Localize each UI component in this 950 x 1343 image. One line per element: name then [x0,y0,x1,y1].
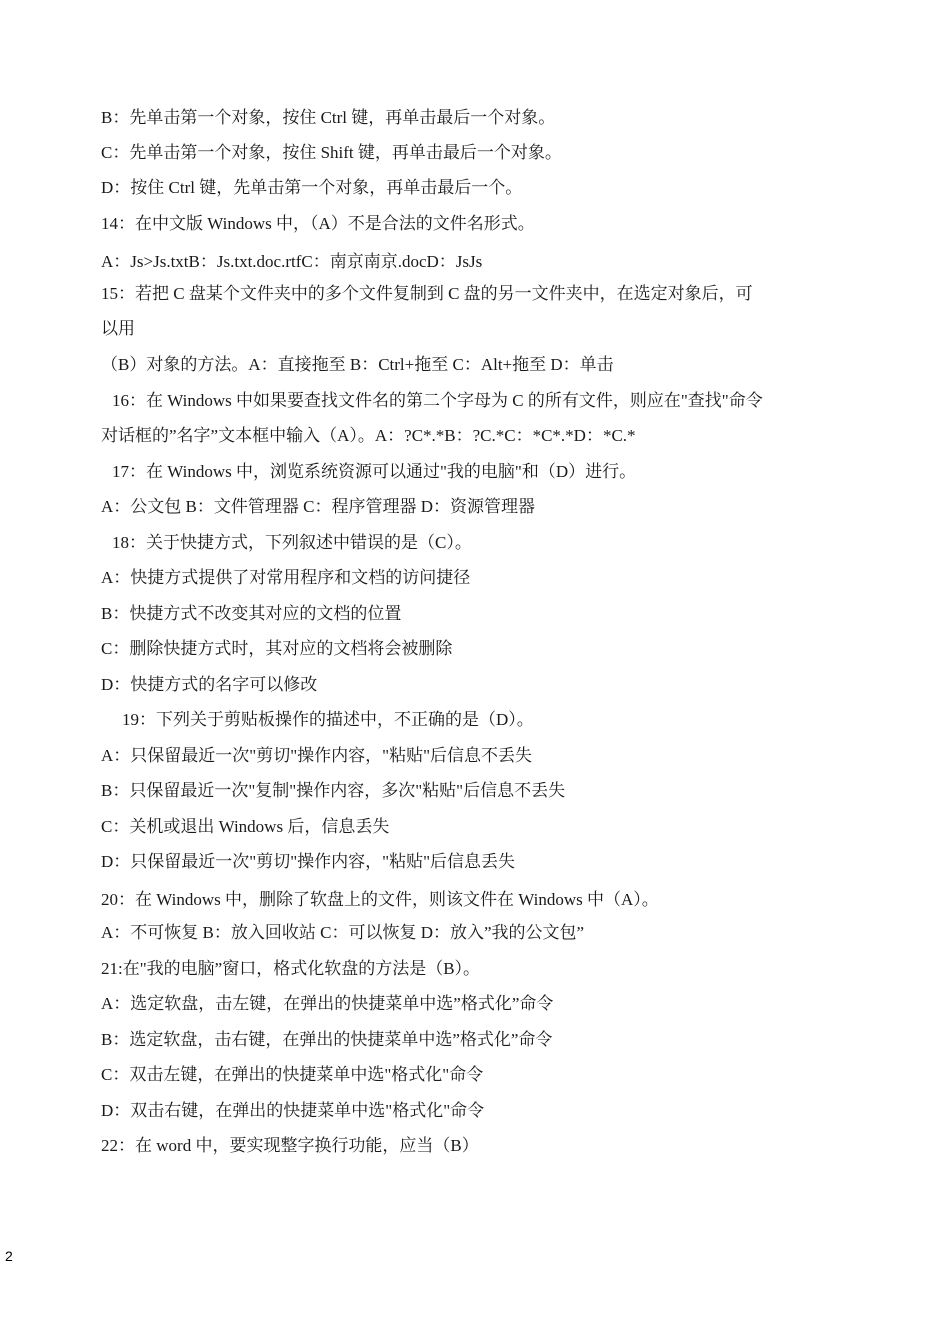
text-line: D：双击右键，在弹出的快捷菜单中选"格式化"命令 [101,1101,485,1120]
text-line: B：先单击第一个对象，按住 Ctrl 键，再单击最后一个对象。 [101,108,556,127]
text-line: B：选定软盘，击右键，在弹出的快捷菜单中选”格式化”命令 [101,1030,553,1049]
text-line: 18：关于快捷方式，下列叙述中错误的是（C）。 [112,533,472,552]
text-line: 19：下列关于剪贴板操作的描述中，不正确的是（D）。 [122,710,534,729]
text-line: B：只保留最近一次"复制"操作内容，多次"粘贴"后信息不丢失 [101,781,566,800]
text-line: D：按住 Ctrl 键，先单击第一个对象，再单击最后一个。 [101,178,523,197]
text-line: D：只保留最近一次"剪切"操作内容，"粘贴"后信息丢失 [101,852,516,871]
text-line: 16：在 Windows 中如果要查找文件名的第二个字母为 C 的所有文件，则应在"查找"命令 [112,391,763,410]
text-line: C：删除快捷方式时，其对应的文档将会被删除 [101,639,453,658]
text-line: C：先单击第一个对象，按住 Shift 键，再单击最后一个对象。 [101,143,562,162]
text-line: A：公文包 B：文件管理器 C：程序管理器 D：资源管理器 [101,497,535,516]
text-line: 对话框的”名字”文本框中输入（A）。A：?C*.*B：?C.*C：*C*.*D：*C.* [101,426,636,445]
text-line: 以用 [101,319,135,338]
text-line: 15：若把 C 盘某个文件夹中的多个文件复制到 C 盘的另一文件夹中，在选定对象后，可 [101,284,753,303]
text-line: A：只保留最近一次"剪切"操作内容，"粘贴"后信息不丢失 [101,746,533,765]
text-line: （B）对象的方法。A：直接拖至 B：Ctrl+拖至 C：Alt+拖至 D：单击 [101,355,614,374]
text-line: B：快捷方式不改变其对应的文档的位置 [101,604,402,623]
page-number: 2 [5,1248,13,1264]
text-line: D：快捷方式的名字可以修改 [101,675,318,694]
text-line: 17：在 Windows 中，浏览系统资源可以通过"我的电脑"和（D）进行。 [112,462,637,481]
text-line: 20：在 Windows 中，删除了软盘上的文件，则该文件在 Windows 中（A）。 [101,890,659,909]
text-line: 21:在"我的电脑”窗口，格式化软盘的方法是（B）。 [101,959,481,978]
text-line: A：Js>Js.txtB：Js.txt.doc.rtfC：南京南京.docD：JsJs [101,252,483,271]
text-line: 22：在 word 中，要实现整字换行功能，应当（B） [101,1136,479,1155]
text-line: A：快捷方式提供了对常用程序和文档的访问捷径 [101,568,471,587]
text-line: 14：在中文版 Windows 中，（A）不是合法的文件名形式。 [101,214,535,233]
text-line: A：不可恢复 B：放入回收站 C：可以恢复 D：放入”我的公文包” [101,923,585,942]
text-line: A：选定软盘，击左键，在弹出的快捷菜单中选”格式化”命令 [101,994,554,1013]
text-line: C：双击左键，在弹出的快捷菜单中选"格式化"命令 [101,1065,484,1084]
text-line: C：关机或退出 Windows 后，信息丢失 [101,817,390,836]
